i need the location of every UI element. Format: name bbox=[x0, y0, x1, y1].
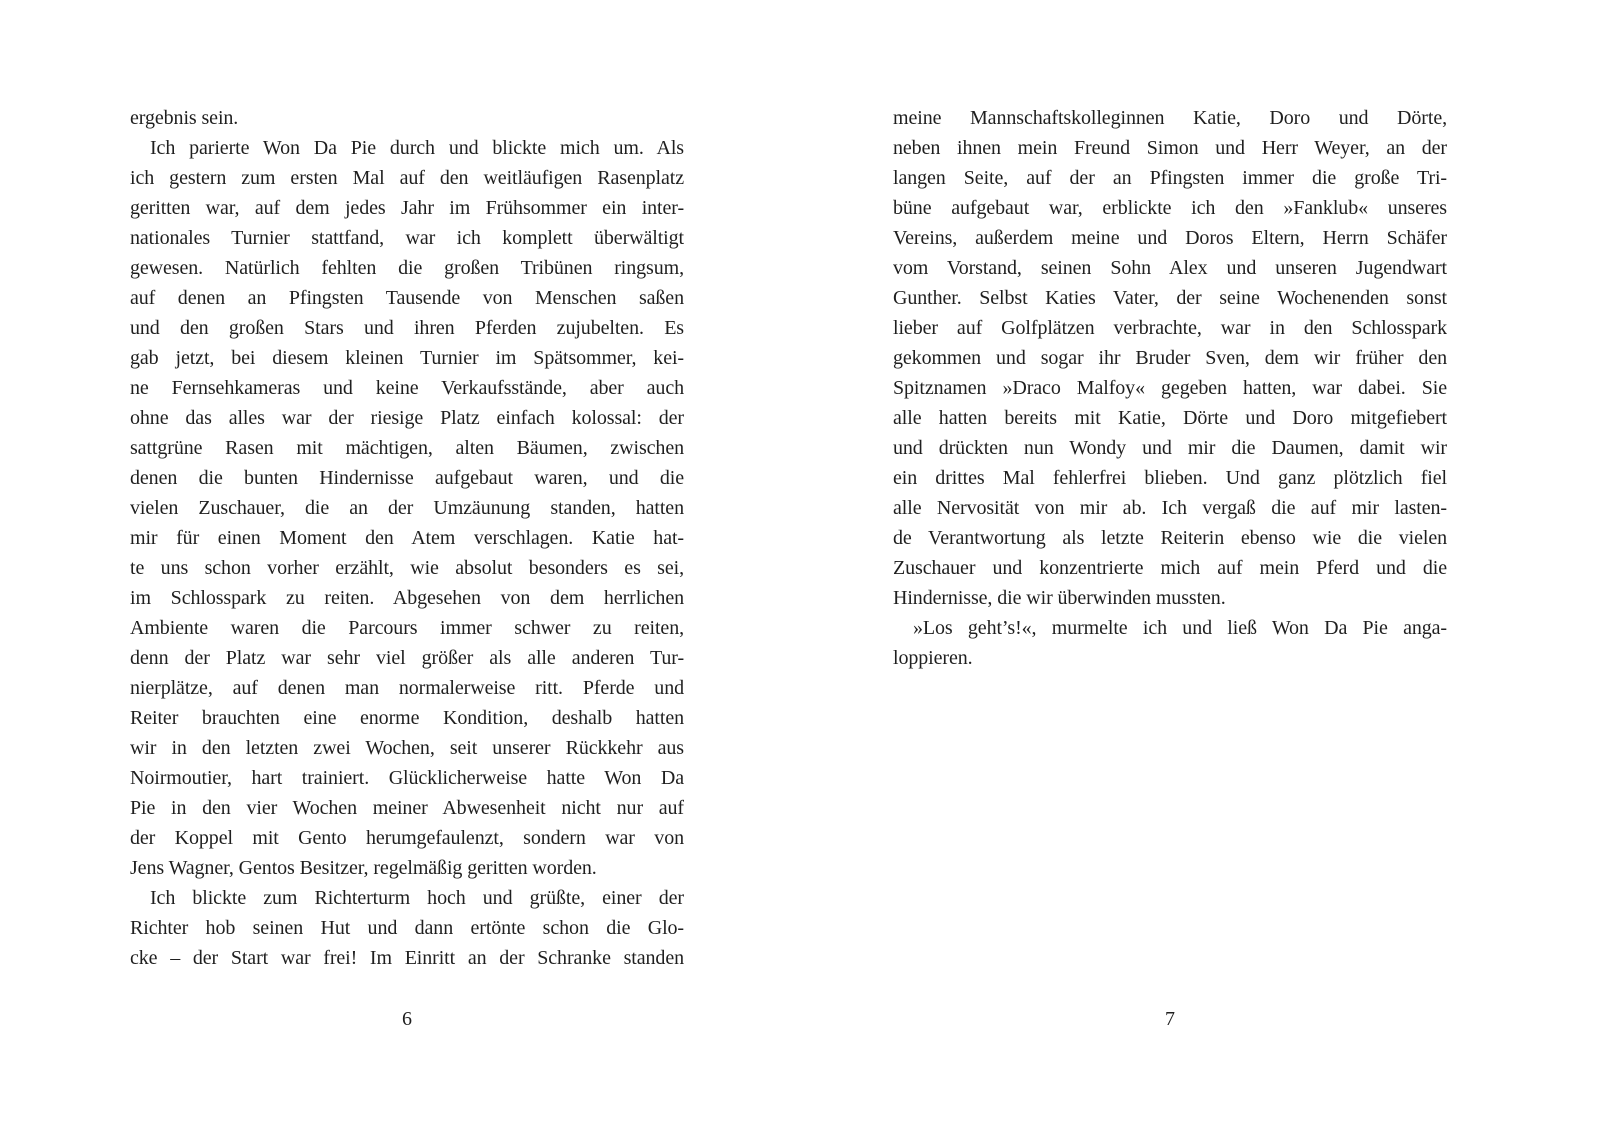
page-number-right: 7 bbox=[1165, 1008, 1175, 1030]
text-line: ergebnis sein. bbox=[130, 107, 239, 129]
text-line: »Los geht’s!«, murmelte ich und ließ Won Da Pie anga- bbox=[913, 617, 1447, 639]
text-line: ich gestern zum ersten Mal auf den weitläufigen Rasenplatz bbox=[130, 167, 684, 189]
text-line: ein drittes Mal fehlerfrei blieben. Und ganz plötzlich fiel bbox=[893, 467, 1447, 489]
text-line: te uns schon vorher erzählt, wie absolut besonders es sei, bbox=[130, 557, 684, 579]
text-line: auf denen an Pfingsten Tausende von Menschen saßen bbox=[130, 287, 684, 309]
text-line: neben ihnen mein Freund Simon und Herr Weyer, an der bbox=[893, 137, 1447, 159]
text-line: alle Nervosität von mir ab. Ich vergaß die auf mir lasten- bbox=[893, 497, 1447, 519]
text-line: der Koppel mit Gento herumgefaulenzt, sondern war von bbox=[130, 827, 684, 849]
text-line: und den großen Stars und ihren Pferden zujubelten. Es bbox=[130, 317, 684, 339]
text-line: Spitznamen »Draco Malfoy« gegeben hatten, war dabei. Sie bbox=[893, 377, 1447, 399]
text-line: geritten war, auf dem jedes Jahr im Frühsommer ein inter- bbox=[130, 197, 684, 219]
text-line: ne Fernsehkameras und keine Verkaufsstände, aber auch bbox=[130, 377, 684, 399]
page-number-left: 6 bbox=[402, 1008, 412, 1030]
text-line: Ambiente waren die Parcours immer schwer zu reiten, bbox=[130, 617, 684, 639]
text-line: im Schlosspark zu reiten. Abgesehen von dem herrlichen bbox=[130, 587, 684, 609]
text-line: Zuschauer und konzentrierte mich auf mein Pferd und die bbox=[893, 557, 1447, 579]
text-line: vielen Zuschauer, die an der Umzäunung standen, hatten bbox=[130, 497, 684, 519]
text-line: Reiter brauchten eine enorme Kondition, deshalb hatten bbox=[130, 707, 684, 729]
text-line: denen die bunten Hindernisse aufgebaut waren, und die bbox=[130, 467, 684, 489]
text-line: alle hatten bereits mit Katie, Dörte und Doro mitgefiebert bbox=[893, 407, 1447, 429]
text-line: Vereins, außerdem meine und Doros Eltern, Herrn Schäfer bbox=[893, 227, 1447, 249]
page-left-text bbox=[130, 103, 684, 973]
text-line: Hindernisse, die wir überwinden mussten. bbox=[893, 587, 1226, 609]
page-right-text bbox=[893, 103, 1447, 673]
text-line: Gunther. Selbst Katies Vater, der seine Wochenenden sonst bbox=[893, 287, 1447, 309]
text-line: cke – der Start war frei! Im Einritt an der Schranke standen bbox=[130, 947, 684, 969]
text-line: büne aufgebaut war, erblickte ich den »Fanklub« unseres bbox=[893, 197, 1447, 219]
text-line: Richter hob seinen Hut und dann ertönte schon die Glo- bbox=[130, 917, 684, 939]
text-line: Jens Wagner, Gentos Besitzer, regelmäßig geritten worden. bbox=[130, 857, 597, 879]
text-line: gewesen. Natürlich fehlten die großen Tribünen ringsum, bbox=[130, 257, 684, 279]
text-line: lieber auf Golfplätzen verbrachte, war in den Schlosspark bbox=[893, 317, 1447, 339]
text-line: denn der Platz war sehr viel größer als alle anderen Tur- bbox=[130, 647, 684, 669]
text-line: nationales Turnier stattfand, war ich komplett überwältigt bbox=[130, 227, 684, 249]
text-line: und drückten nun Wondy und mir die Daumen, damit wir bbox=[893, 437, 1447, 459]
text-line: sattgrüne Rasen mit mächtigen, alten Bäumen, zwischen bbox=[130, 437, 684, 459]
text-line: mir für einen Moment den Atem verschlagen. Katie hat- bbox=[130, 527, 684, 549]
text-line: Ich blickte zum Richterturm hoch und grüßte, einer der bbox=[150, 887, 684, 909]
text-line: gekommen und sogar ihr Bruder Sven, dem wir früher den bbox=[893, 347, 1447, 369]
text-line: Pie in den vier Wochen meiner Abwesenheit nicht nur auf bbox=[130, 797, 684, 819]
text-line: nierplätze, auf denen man normalerweise ritt. Pferde und bbox=[130, 677, 684, 699]
text-line: loppieren. bbox=[893, 647, 973, 669]
text-line: wir in den letzten zwei Wochen, seit unserer Rückkehr aus bbox=[130, 737, 684, 759]
text-line: Ich parierte Won Da Pie durch und blickte mich um. Als bbox=[150, 137, 684, 159]
text-line: Noirmoutier, hart trainiert. Glücklicherweise hatte Won Da bbox=[130, 767, 684, 789]
text-line: ohne das alles war der riesige Platz einfach kolossal: der bbox=[130, 407, 684, 429]
text-line: gab jetzt, bei diesem kleinen Turnier im Spätsommer, kei- bbox=[130, 347, 684, 369]
text-line: vom Vorstand, seinen Sohn Alex und unseren Jugendwart bbox=[893, 257, 1447, 279]
text-line: langen Seite, auf der an Pfingsten immer die große Tri- bbox=[893, 167, 1447, 189]
text-line: de Verantwortung als letzte Reiterin ebenso wie die vielen bbox=[893, 527, 1447, 549]
text-line: meine Mannschaftskolleginnen Katie, Doro und Dörte, bbox=[893, 107, 1447, 129]
